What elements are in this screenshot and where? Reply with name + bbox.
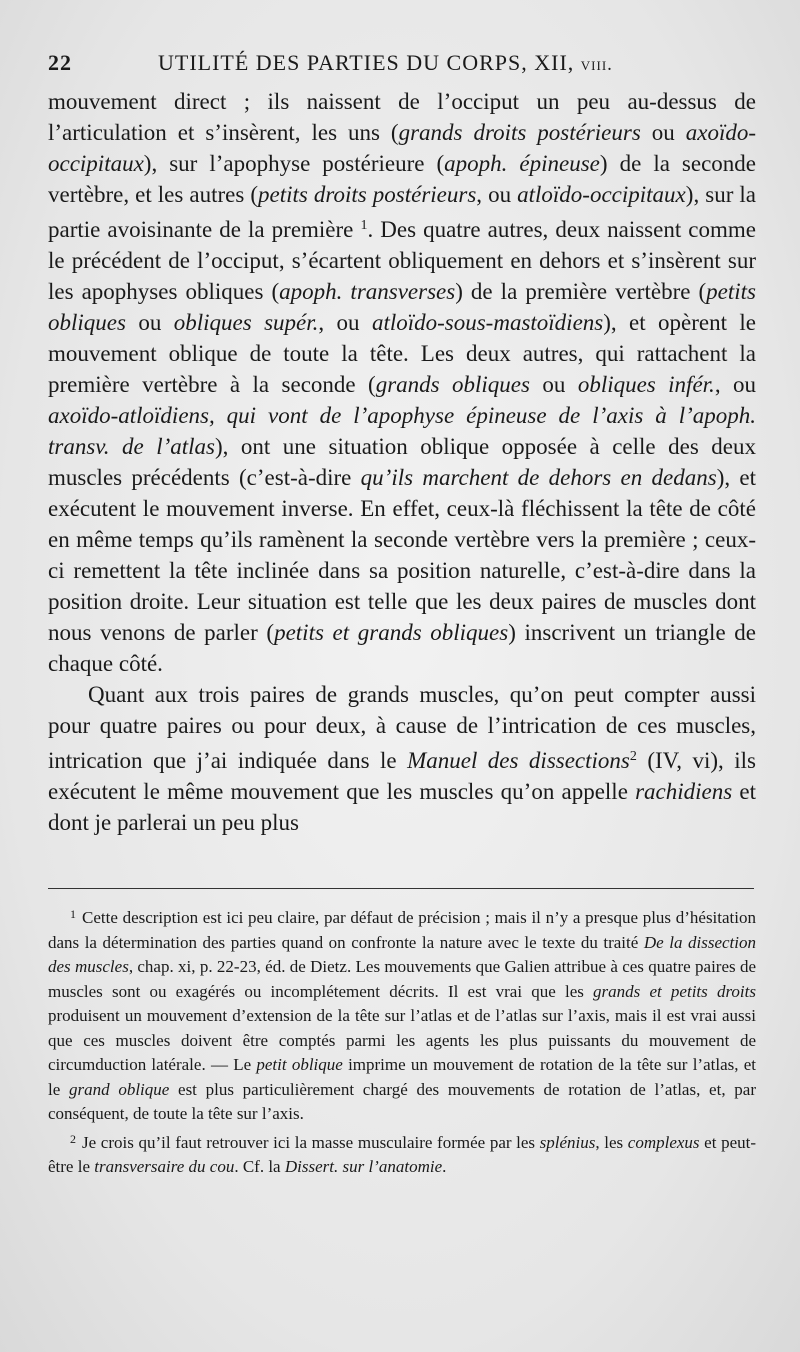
text-run: est plus particulièrement chargé des mouvements de rotation de l’atlas, et, par conséquent, de toute la tête sur l’axis. bbox=[48, 1079, 756, 1123]
italic-term: qu’ils marchent de dehors en dedans bbox=[360, 465, 717, 490]
italic-term: atloïdo-occipitaux bbox=[517, 182, 686, 207]
main-text bbox=[48, 86, 756, 838]
text-run: ), sur la partie avoisinante de la première bbox=[48, 182, 756, 242]
text-run: , ou bbox=[476, 182, 518, 207]
italic-term: De la dissection des muscles bbox=[48, 932, 756, 976]
text-run: . Cf. la bbox=[234, 1157, 285, 1176]
italic-term: Manuel des dissections bbox=[407, 748, 630, 773]
italic-term: grands obliques bbox=[375, 372, 530, 397]
text-run: ou bbox=[640, 120, 686, 145]
footnote-marker: 1 bbox=[70, 907, 76, 921]
italic-term: obliques supér. bbox=[173, 310, 319, 335]
footnote-1 bbox=[48, 902, 756, 1127]
italic-term: atloïdo-sous-mastoïdiens bbox=[371, 310, 604, 335]
text-run: ) inscrivent un triangle de chaque côté. bbox=[48, 620, 756, 676]
italic-term: splénius bbox=[539, 1132, 596, 1152]
italic-term: rachidiens bbox=[635, 779, 733, 804]
italic-term: petits droits postérieurs bbox=[258, 182, 477, 207]
italic-term: Dissert. sur l’anatomie bbox=[284, 1157, 443, 1176]
italic-term: apoph. épineuse bbox=[444, 151, 600, 176]
text-run: et dont je parlerai un peu plus bbox=[48, 779, 756, 835]
italic-term: axoïdo-occipitaux bbox=[48, 120, 756, 176]
paragraph-1 bbox=[48, 86, 756, 679]
italic-term: grands droits postérieurs bbox=[398, 120, 641, 145]
running-title-text: UTILITÉ DES PARTIES DU CORPS, XII, bbox=[158, 50, 581, 75]
italic-term: obliques infér. bbox=[577, 372, 715, 397]
text-run: ou bbox=[125, 310, 174, 335]
text-run: , les bbox=[595, 1132, 628, 1152]
paragraph-2 bbox=[48, 679, 756, 838]
italic-term: petit oblique bbox=[256, 1055, 343, 1074]
text-run: mouvement direct ; ils naissent de l’occiput un peu au-dessus de l’articulation et s’insèrent, les uns ( bbox=[48, 89, 756, 145]
italic-term: axoïdo-atloïdiens, qui vont de l’apophyse épineuse de l’axis à l’apoph. transv. de l’atlas bbox=[48, 403, 756, 459]
italic-term: grand oblique bbox=[68, 1079, 170, 1099]
book-section: viii. bbox=[580, 54, 613, 75]
text-run: ou bbox=[529, 372, 578, 397]
page-number: 22 bbox=[48, 50, 72, 75]
text-run: Quant aux trois paires de grands muscles, qu’on peut compter aussi pour quatre paires ou pour deux, à cause de l’intrication de ces muscles, intrication que j’ai indiquée dans le bbox=[48, 682, 756, 773]
text-run: ) de la première vertèbre ( bbox=[455, 279, 707, 304]
italic-term: transversaire du cou bbox=[94, 1157, 235, 1176]
footnotes bbox=[48, 902, 756, 1180]
running-header bbox=[48, 50, 752, 82]
footnote-divider bbox=[48, 888, 754, 889]
text-run: produisent un mouvement d’extension de la tête sur l’atlas et de l’atlas sur l’axis, mais il est vrai aussi que ces muscles doivent être comptés parmi les agents les plus puissants du mouvement de circumduction latérale. — Le bbox=[48, 1006, 756, 1074]
text-run: ), sur l’apophyse postérieure ( bbox=[143, 151, 445, 176]
footnote-marker: 2 bbox=[70, 1131, 76, 1146]
italic-term: complexus bbox=[627, 1132, 700, 1152]
text-run: , ou bbox=[714, 372, 756, 397]
text-run: , ou bbox=[318, 310, 372, 335]
italic-term: apoph. transverses bbox=[279, 279, 456, 304]
text-run: et peut-être le bbox=[48, 1132, 756, 1176]
text-run: (IV, vi), ils exécutent le même mouvement que les muscles qu’on appelle bbox=[48, 748, 756, 804]
running-title bbox=[158, 50, 613, 76]
footnote-ref-1[interactable]: 1 bbox=[360, 218, 368, 233]
text-run: , chap. xi, p. 22-23, éd. de Dietz. Les mouvements que Galien attribue à ces quatre paires de muscles sont ou exagérés ou incomplétement décrits. Il est vrai que les bbox=[48, 957, 756, 1001]
footnote-2 bbox=[48, 1127, 756, 1180]
text-run: ), ont une situation oblique opposée à celle des deux muscles précédents (c’est-à-dire bbox=[48, 434, 756, 490]
text-run: . Des quatre autres, deux naissent comme le précédent de l’occiput, s’écartent obliquement en dehors et s’insèrent sur les apophyses obliques ( bbox=[48, 217, 756, 304]
text-run: ) de la seconde vertèbre, et les autres ( bbox=[48, 151, 757, 207]
text-run: imprime un mouvement de rotation de la tête sur l’atlas, et le bbox=[48, 1055, 756, 1099]
text-run: ), et opèrent le mouvement oblique de toute la tête. Les deux autres, qui rattachent la première vertèbre à la seconde ( bbox=[48, 310, 757, 397]
footnote-ref-2[interactable]: 2 bbox=[629, 749, 637, 764]
text-run: Je crois qu’il faut retrouver ici la masse musculaire formée par les bbox=[82, 1132, 540, 1152]
text-run: . bbox=[442, 1157, 447, 1176]
text-run: ), et exécutent le mouvement inverse. En effet, ceux-là fléchissent la tête de côté en même temps qu’ils ramènent la seconde vertèbre vers la première ; ceux-ci remettent la tête inclinée dans sa position naturelle, c’est-à-dire dans la position droite. Leur situation est telle que les deux paires de muscles dont nous venons de parler ( bbox=[48, 465, 757, 645]
italic-term: petits obliques bbox=[48, 279, 756, 335]
text-run: Cette description est ici peu claire, par défaut de précision ; mais il n’y a presque plus d’hésitation dans la détermination des parties quand on confronte la nature avec le texte du traité bbox=[48, 908, 756, 952]
italic-term: grands et petits droits bbox=[593, 981, 756, 1001]
italic-term: petits et grands obliques bbox=[274, 620, 509, 645]
